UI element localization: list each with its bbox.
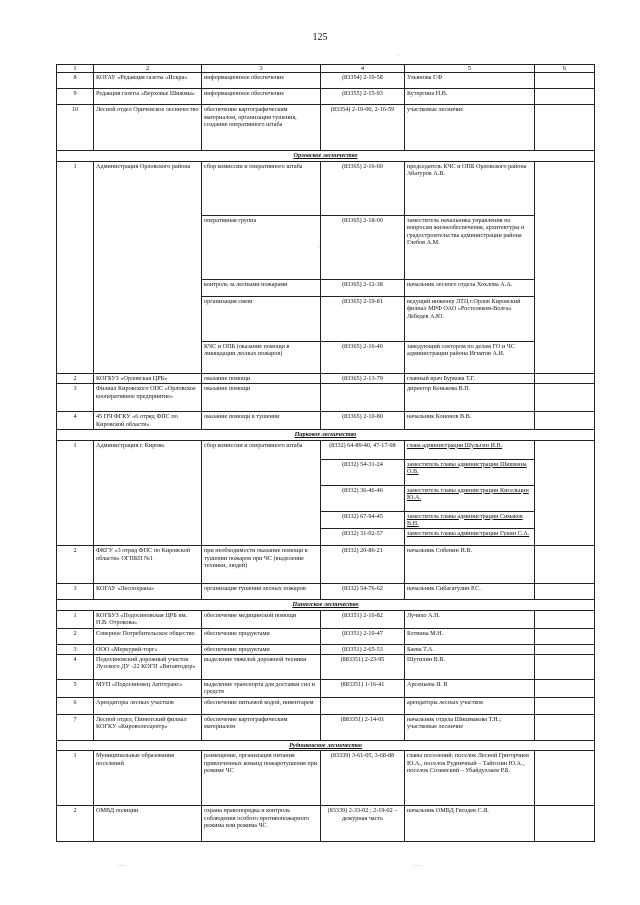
function: организация тушения лесных пожаров [202,584,321,600]
phone: (883351) 2-23-95 [321,655,405,680]
responsible-person: Лучихо А.П. [405,610,535,628]
responsible-person: начальник лесного отдела Хохлова А.А. [405,279,535,296]
function: оказание помощи [202,384,321,412]
function: оказание помощи в тушении [202,412,321,430]
responsible-person: начальник Кононов В.В. [405,412,535,430]
column-number: 4 [321,65,405,73]
extra [535,751,595,806]
organization: Лесной отдел Оричевское лесничество [94,105,202,151]
phone: (8332) 54-31-24 [321,459,405,485]
function: контроль за лесными пожарами [202,279,321,296]
phone: (83365) 2-13-79 [321,373,405,383]
responsible-person: главный врач Буркова Т.Г. [405,373,535,383]
table-row [57,628,595,644]
table-row [57,89,595,105]
phone: (83365) 2-12-38 [321,279,405,296]
organization: Филиал Кировского ОПС «Орловское кооперативное предприятие» [94,384,202,412]
row-number: 3 [57,384,94,412]
column-number: 1 [57,65,94,73]
organization: Лесной отдел, Пинюгский филиал КОГКУ «Кироволесцентр» [94,714,202,740]
organization: Редакция газеты «Верховье Шижмы» [94,89,202,105]
table-row [57,751,595,806]
table-row [57,644,595,654]
responsible-person: заместитель главы администрации Кисельцин Ю.А. [405,485,535,511]
phone [321,697,405,714]
function: оказание помощи [202,373,321,383]
section-header-row [57,151,595,161]
table-row [57,546,595,584]
column-number: 2 [94,65,202,73]
responsible-person: арендаторы лесных участков [405,697,535,714]
extra [535,806,595,842]
phone: (8332) 67-94-45 [321,511,405,529]
row-number: 1 [57,610,94,628]
organization: ООО «Меркурий-торг» [94,644,202,654]
responsible-person: Арсеньева Я. В [405,680,535,698]
row-number: 2 [57,628,94,644]
extra [535,73,595,89]
function: КЧС и ОПБ (оказание помощи в ликвидации лесных пожаров) [202,341,321,373]
row-number: 7 [57,714,94,740]
row-number: 6 [57,697,94,714]
row-number: 3 [57,584,94,600]
table-row [57,806,595,842]
organization: Северное Потребительское общество [94,628,202,644]
column-number: 5 [405,65,535,73]
organization: 45 ПЧ ФГКУ «6 отряд ФПС по Кировской области» [94,412,202,430]
section-title-orlov: Орловское лесничество [57,151,595,161]
extra [535,384,595,412]
function: выделение транспорта для доставки сил и средств [202,680,321,698]
table-row [57,161,595,215]
phone: (8332) 20-86-21 [321,546,405,584]
extra [535,161,595,373]
phone: (83339) 2-33-02 ; 2-19-02 –дежурная часть [321,806,405,842]
phone: (8332) 64-89-40, 47-17-98 [321,440,405,459]
function: обеспечение картографическим материалом [202,714,321,740]
table-row [57,697,595,714]
extra [535,644,595,654]
phone: (83339) 3-61-05, 3-68-88 [321,751,405,806]
table-row [57,714,595,740]
responsible-person: участковые лесничие [405,105,535,151]
responsible-person: начальник ОМВД Гвоздев С.Я. [405,806,535,842]
responsible-person: Баева Т.А. [405,644,535,654]
extra [535,680,595,698]
row-number: 2 [57,806,94,842]
organization: Арендаторы лесных участков [94,697,202,714]
row-number: 4 [57,412,94,430]
phone: (83354) 2-10-00, 2-16-59 [321,105,405,151]
organization: Администрация г. Кирова [94,440,202,546]
scan-speck: .. . [118,862,124,868]
page-number: 125 [312,32,328,43]
organization: КОГБУЗ «Подосиновская ЦРБ им. Н.В. Отрокова» [94,610,202,628]
row-number: 1 [57,440,94,546]
phone: (8332) 36-46-46 [321,485,405,511]
extra [535,440,595,546]
phone: (83365) 2-16-40 [321,341,405,373]
function: информационное обеспечение [202,89,321,105]
responsible-person: глава администрации Шульгин И.В. [405,440,535,459]
phone: (883351) 1-16-41 [321,680,405,698]
organization: Муниципальные образования поселений [94,751,202,806]
function: информационное обеспечение [202,73,321,89]
section-title-parkov: Парковое лесничество [57,430,595,440]
scan-speck: . . . [414,862,422,868]
organization: Подосиновский дорожный участок Лузского ДУ -22 КОГП «Вятавтодор» [94,655,202,680]
phone: (83355) 2-15-93 [321,89,405,105]
table-row [57,440,595,459]
function: сбор комиссии и оперативного штаба [202,440,321,546]
phone [321,384,405,412]
phone: (883351) 2-14-01 [321,714,405,740]
responsible-person: ведущий инженер ЛТЦ г.Орлов Кировский филиал МРФ ОАО «Ростелеком-Волга» Лебедев А.Ю. [405,296,535,341]
table-row [57,610,595,628]
row-number: 5 [57,680,94,698]
phone: (83351) 2-10-82 [321,610,405,628]
extra [535,714,595,740]
row-number: 2 [57,546,94,584]
scan-speck: ' [318,246,320,252]
function: обеспечение питьевой водой, инвентарем [202,697,321,714]
extra [535,373,595,383]
scan-speck: . [398,52,400,58]
phone: (83351) 2-65-53 [321,644,405,654]
function: выделение тяжелой дорожной техники [202,655,321,680]
responsible-person: заместитель начальника управления по вопросам жизнеобеспечения, архитектуры и градостроительства администрации района Глебов А.М. [405,215,535,279]
section-header-row [57,740,595,750]
column-number: 3 [202,65,321,73]
contacts-table [56,64,595,842]
phone: (83365) 2-10-80 [321,412,405,430]
column-number-row [57,65,595,73]
responsible-person: Ульянова Г.Ф [405,73,535,89]
phone: (83365) 2-19-81 [321,296,405,341]
phone: (8332) 31-02-57 [321,529,405,546]
function: организация связи [202,296,321,341]
row-number: 1 [57,751,94,806]
organization: МУП «Подосиновец Автотранс» [94,680,202,698]
responsible-person: заведующий сектором по делам ГО и ЧС администрации района Игнатов А.И. [405,341,535,373]
function: обеспечение медицинской помощи [202,610,321,628]
function: оперативная группа [202,215,321,279]
table-row [57,73,595,89]
function: обеспечение картографическим материалом, организация тушения, создание оперативного штаба [202,105,321,151]
extra [535,89,595,105]
phone: (83351) 2-10-47 [321,628,405,644]
organization: ФКГУ «3 отряд ФПС по Кировской области» ОГПКП №1 [94,546,202,584]
section-title-rudnik: Рудниковское лесничество [57,740,595,750]
extra [535,412,595,430]
extra [535,628,595,644]
row-number: 8 [57,73,94,89]
column-number: 6 [535,65,595,73]
responsible-person: главы поселений: поселок Лесной Григорчиев Ю.А., поселок Рудничный – Тайгозин Ю.А., поселок Созимский – Убайдуллаев Р.Б. [405,751,535,806]
responsible-person: Шутилин В.В. [405,655,535,680]
organization: ОМВД полиции [94,806,202,842]
table-row [57,584,595,600]
extra [535,697,595,714]
row-number: 4 [57,655,94,680]
function: обеспечение продуктами [202,644,321,654]
row-number: 10 [57,105,94,151]
extra [535,105,595,151]
responsible-person: Кутергина Н.В. [405,89,535,105]
extra [535,546,595,584]
function: при необходимости оказание помощи в тушении пожаров при ЧС (выделение техники, людей) [202,546,321,584]
section-header-row [57,600,595,610]
row-number: 1 [57,161,94,373]
phone: (8332) 54-76-62 [321,584,405,600]
responsible-person: директор Конькова В.П. [405,384,535,412]
responsible-person: заместитель главы администрации Симаков В.Н. [405,511,535,529]
phone: (83365) 2-18-00 [321,215,405,279]
document-sheet [56,64,594,842]
table-row [57,412,595,430]
table-row [57,655,595,680]
extra [535,584,595,600]
responsible-person: Ботвина М.Н. [405,628,535,644]
table-row [57,680,595,698]
organization: КОГАУ «Лесоохрана» [94,584,202,600]
row-number: 9 [57,89,94,105]
table-row [57,105,595,151]
row-number: 3 [57,644,94,654]
responsible-person: заместитель главы администрации Гукин С.А. [405,529,535,546]
responsible-person: начальник отдела Шишмакова Т.Н.; участковые лесничие [405,714,535,740]
function: обеспечение продуктами [202,628,321,644]
function: охрана правопорядка и контроль соблюдения особого противопожарного режима или режима ЧС [202,806,321,842]
organization: КОГБУЗ «Орловская ЦРБ» [94,373,202,383]
responsible-person: начальник Собенин И.В. [405,546,535,584]
row-number: 2 [57,373,94,383]
function: размещение, организация питания привлеченных команд пожаротушения при режиме ЧС [202,751,321,806]
organization: КОГАУ «Редакция газеты «Искра» [94,73,202,89]
table-row [57,373,595,383]
responsible-person: председатель КЧС и ОПБ Орловского района Абатуров А.В. [405,161,535,215]
responsible-person: заместитель главы администрации Шишкина О.В. [405,459,535,485]
responsible-person: начальник Сибагатулин Р.С. [405,584,535,600]
phone: (83354) 2-10-58 [321,73,405,89]
phone: (83365) 2-16-60 [321,161,405,215]
extra [535,610,595,628]
section-title-pinyug: Пинюгское лесничество [57,600,595,610]
table-row [57,384,595,412]
function: сбор комиссии и оперативного штаба [202,161,321,215]
section-header-row [57,430,595,440]
extra [535,655,595,680]
organization: Администрация Орловского района [94,161,202,373]
